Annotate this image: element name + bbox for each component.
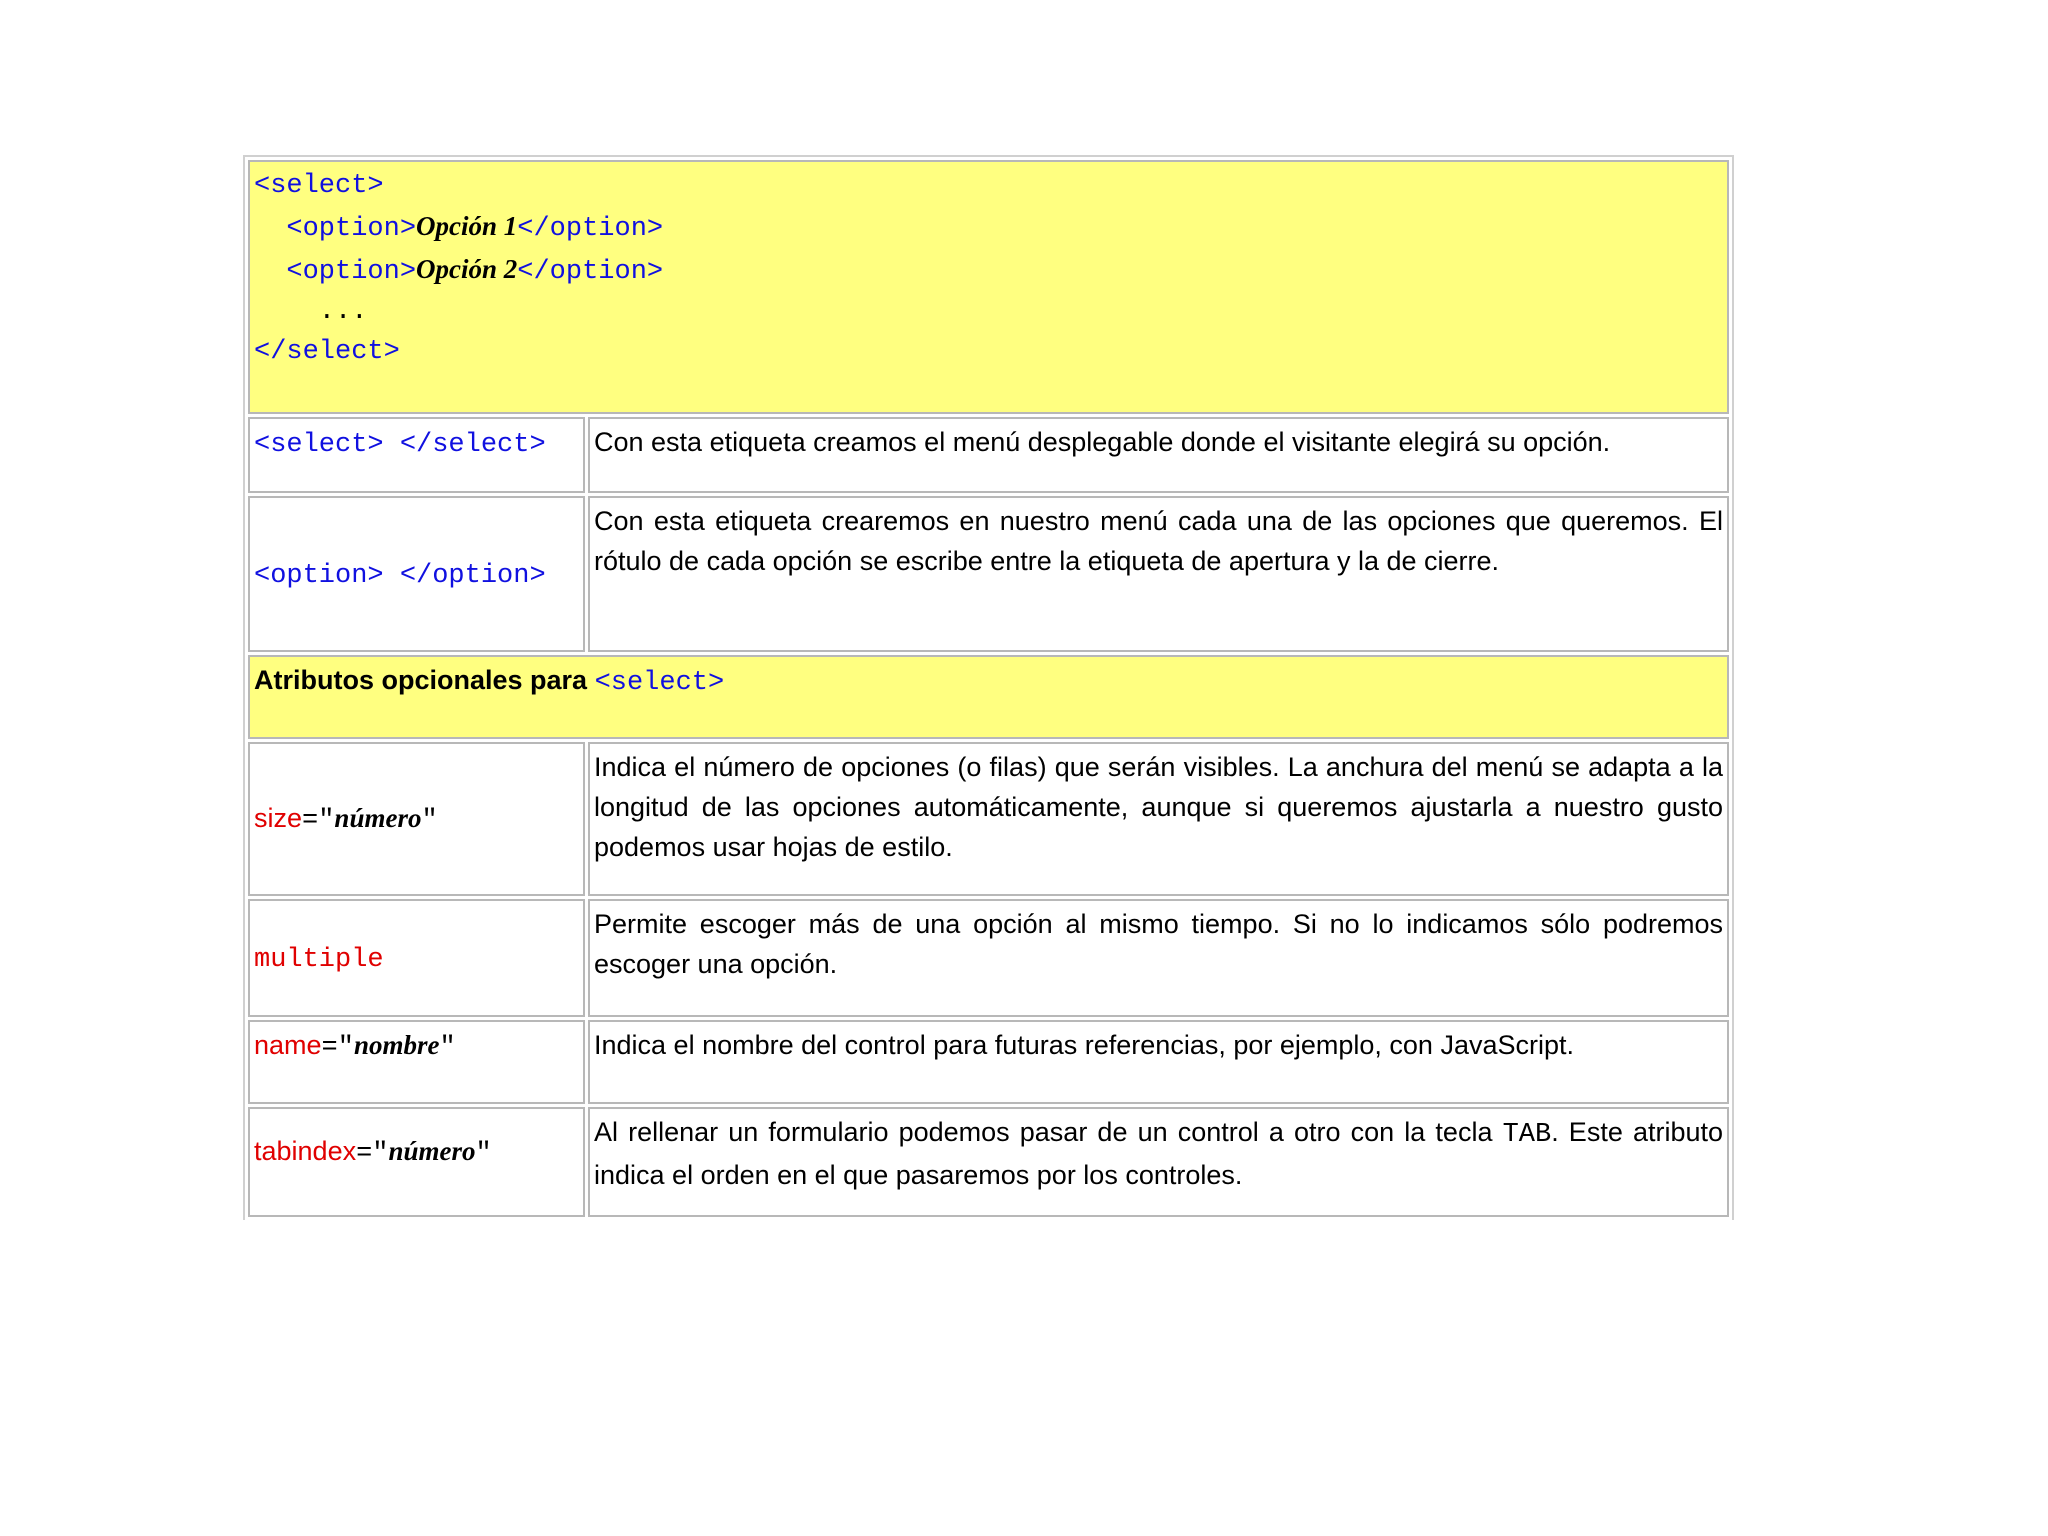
- code-option-close: </option>: [517, 257, 664, 287]
- attribute-row: [248, 1020, 1729, 1104]
- attribute-name: size: [254, 802, 303, 833]
- attribute-value: número: [334, 802, 422, 833]
- attribute-eq: =": [321, 1033, 354, 1063]
- tag-description-cell: [588, 417, 1729, 493]
- code-line: [254, 166, 1723, 206]
- section-row: [248, 655, 1729, 739]
- attribute-description: Permite escoger más de una opción al mismo tiempo. Si no lo indicamos sólo podremos escoger una opción.: [594, 909, 1724, 979]
- attribute-name: tabindex: [254, 1136, 357, 1166]
- code-line: [254, 249, 1723, 292]
- attribute-row: [248, 899, 1729, 1017]
- attribute-eq: =": [356, 1139, 389, 1169]
- attribute-description-cell: [588, 742, 1729, 896]
- attribute-name: multiple: [254, 944, 384, 975]
- attribute-value: nombre: [353, 1030, 440, 1060]
- attribute-row: [248, 1107, 1729, 1217]
- attribute-name-cell: [248, 742, 585, 896]
- attribute-quote: ": [421, 805, 438, 836]
- section-heading-label: Atributos opcionales para: [254, 665, 588, 695]
- code-select-close: </select>: [254, 337, 400, 367]
- tag-code-cell: [248, 496, 585, 652]
- select-reference-table: [243, 155, 1734, 1220]
- tag-code-cell: [248, 417, 585, 493]
- code-option-text: Opción 1: [416, 211, 518, 241]
- attribute-quote: ": [475, 1139, 492, 1169]
- code-line: [254, 292, 1723, 332]
- attribute-name-cell: [248, 1107, 585, 1217]
- attribute-description-cell: [588, 1107, 1729, 1217]
- section-heading-tag: <select>: [594, 668, 725, 698]
- tag-description: Con esta etiqueta crearemos en nuestro menú cada una de las opciones que queremos. El rótulo de cada opción se escribe entre la etiqueta de apertura y la de cierre.: [594, 506, 1724, 576]
- attribute-name-cell: [248, 1020, 585, 1104]
- code-line: [254, 332, 1723, 372]
- attribute-description-cell: [588, 1020, 1729, 1104]
- code-option-open: <option>: [254, 214, 417, 244]
- tag-row: [248, 417, 1729, 493]
- attribute-description-end: . Este atributo indica el orden en el que pasaremos por los controles.: [594, 1117, 1724, 1190]
- tag-code: <select> </select>: [254, 430, 546, 460]
- attribute-description: Indica el nombre del control para futuras referencias, por ejemplo, con JavaScript.: [594, 1030, 1575, 1060]
- attribute-quote: ": [439, 1033, 456, 1063]
- attribute-value: número: [388, 1136, 476, 1166]
- attribute-name: name: [254, 1030, 322, 1060]
- tag-code: <option> </option>: [254, 560, 546, 591]
- attribute-description: Al rellenar un formulario podemos pasar de un control a otro con la tecla: [594, 1117, 1503, 1147]
- attribute-row: [248, 742, 1729, 896]
- code-option-text: Opción 2: [416, 254, 518, 284]
- attribute-name-cell: [248, 899, 585, 1017]
- tab-key-label: TAB: [1502, 1120, 1552, 1150]
- code-select-open: <select>: [254, 171, 384, 201]
- section-heading: [248, 655, 1729, 739]
- attribute-description-cell: [588, 899, 1729, 1017]
- tag-row: [248, 496, 1729, 652]
- tag-description-cell: [588, 496, 1729, 652]
- tag-description: Con esta etiqueta creamos el menú desplegable donde el visitante elegirá su opción.: [594, 427, 1611, 457]
- syntax-row: [248, 160, 1729, 414]
- code-ellipsis: ...: [254, 297, 368, 327]
- syntax-code-block: [248, 160, 1729, 414]
- code-option-close: </option>: [517, 214, 664, 244]
- code-option-open: <option>: [254, 257, 417, 287]
- attribute-description: Indica el número de opciones (o filas) que serán visibles. La anchura del menú se adapta a la longitud de las opciones automáticamente, aunque si queremos ajustarla a nuestro gusto podemos usar hojas de estilo.: [594, 752, 1724, 862]
- attribute-eq: =": [302, 805, 335, 836]
- code-line: [254, 206, 1723, 249]
